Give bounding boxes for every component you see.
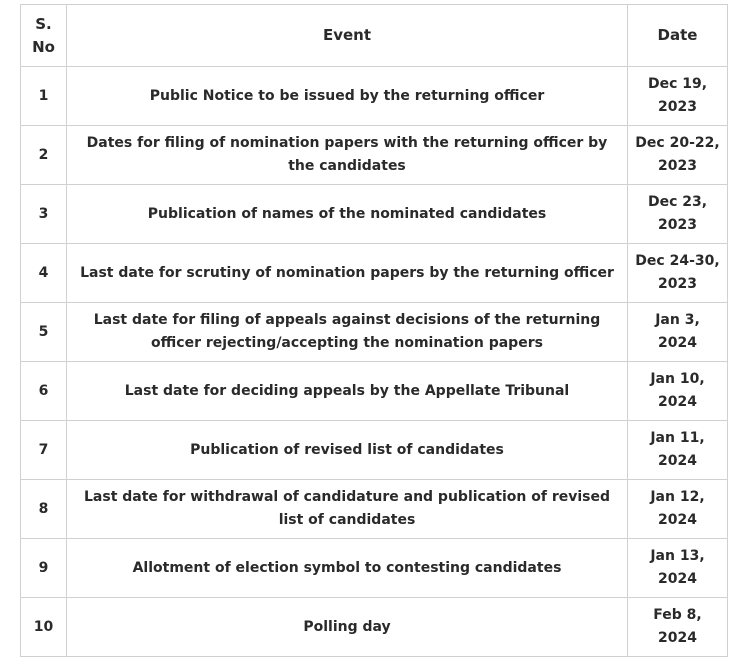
election-schedule-table xyxy=(20,4,728,657)
cell-event: Public Notice to be issued by the returning officer xyxy=(67,67,628,126)
table-row xyxy=(21,67,728,126)
table-row xyxy=(21,539,728,598)
cell-date: Dec 23, 2023 xyxy=(628,185,728,244)
table-row xyxy=(21,421,728,480)
cell-date: Jan 12, 2024 xyxy=(628,480,728,539)
header-event: Event xyxy=(67,5,628,67)
table-row xyxy=(21,362,728,421)
cell-event: Last date for scrutiny of nomination papers by the returning officer xyxy=(67,244,628,303)
cell-sno: 1 xyxy=(21,67,67,126)
cell-event: Last date for withdrawal of candidature and publication of revised list of candidates xyxy=(67,480,628,539)
cell-sno: 10 xyxy=(21,598,67,657)
cell-event: Last date for deciding appeals by the Appellate Tribunal xyxy=(67,362,628,421)
cell-event: Polling day xyxy=(67,598,628,657)
cell-date: Jan 3, 2024 xyxy=(628,303,728,362)
table-row xyxy=(21,598,728,657)
cell-date: Jan 11, 2024 xyxy=(628,421,728,480)
table-row xyxy=(21,185,728,244)
cell-sno: 3 xyxy=(21,185,67,244)
cell-date: Dec 20-22, 2023 xyxy=(628,126,728,185)
cell-sno: 5 xyxy=(21,303,67,362)
cell-event: Last date for filing of appeals against decisions of the returning officer rejecting/accepting the nomination papers xyxy=(67,303,628,362)
cell-sno: 2 xyxy=(21,126,67,185)
cell-date: Jan 10, 2024 xyxy=(628,362,728,421)
cell-event: Dates for filing of nomination papers with the returning officer by the candidates xyxy=(67,126,628,185)
cell-date: Feb 8, 2024 xyxy=(628,598,728,657)
header-date: Date xyxy=(628,5,728,67)
cell-sno: 7 xyxy=(21,421,67,480)
table-row xyxy=(21,480,728,539)
header-sno-line2: No xyxy=(32,37,55,56)
cell-sno: 9 xyxy=(21,539,67,598)
table-row xyxy=(21,303,728,362)
header-sno xyxy=(21,5,67,67)
cell-date: Jan 13, 2024 xyxy=(628,539,728,598)
table-row xyxy=(21,126,728,185)
cell-event: Publication of revised list of candidates xyxy=(67,421,628,480)
cell-sno: 6 xyxy=(21,362,67,421)
table-row xyxy=(21,244,728,303)
header-sno-line1: S. xyxy=(35,14,52,33)
cell-sno: 4 xyxy=(21,244,67,303)
cell-event: Publication of names of the nominated candidates xyxy=(67,185,628,244)
header-row xyxy=(21,5,728,67)
cell-event: Allotment of election symbol to contesting candidates xyxy=(67,539,628,598)
cell-date: Dec 24-30, 2023 xyxy=(628,244,728,303)
cell-sno: 8 xyxy=(21,480,67,539)
cell-date: Dec 19, 2023 xyxy=(628,67,728,126)
